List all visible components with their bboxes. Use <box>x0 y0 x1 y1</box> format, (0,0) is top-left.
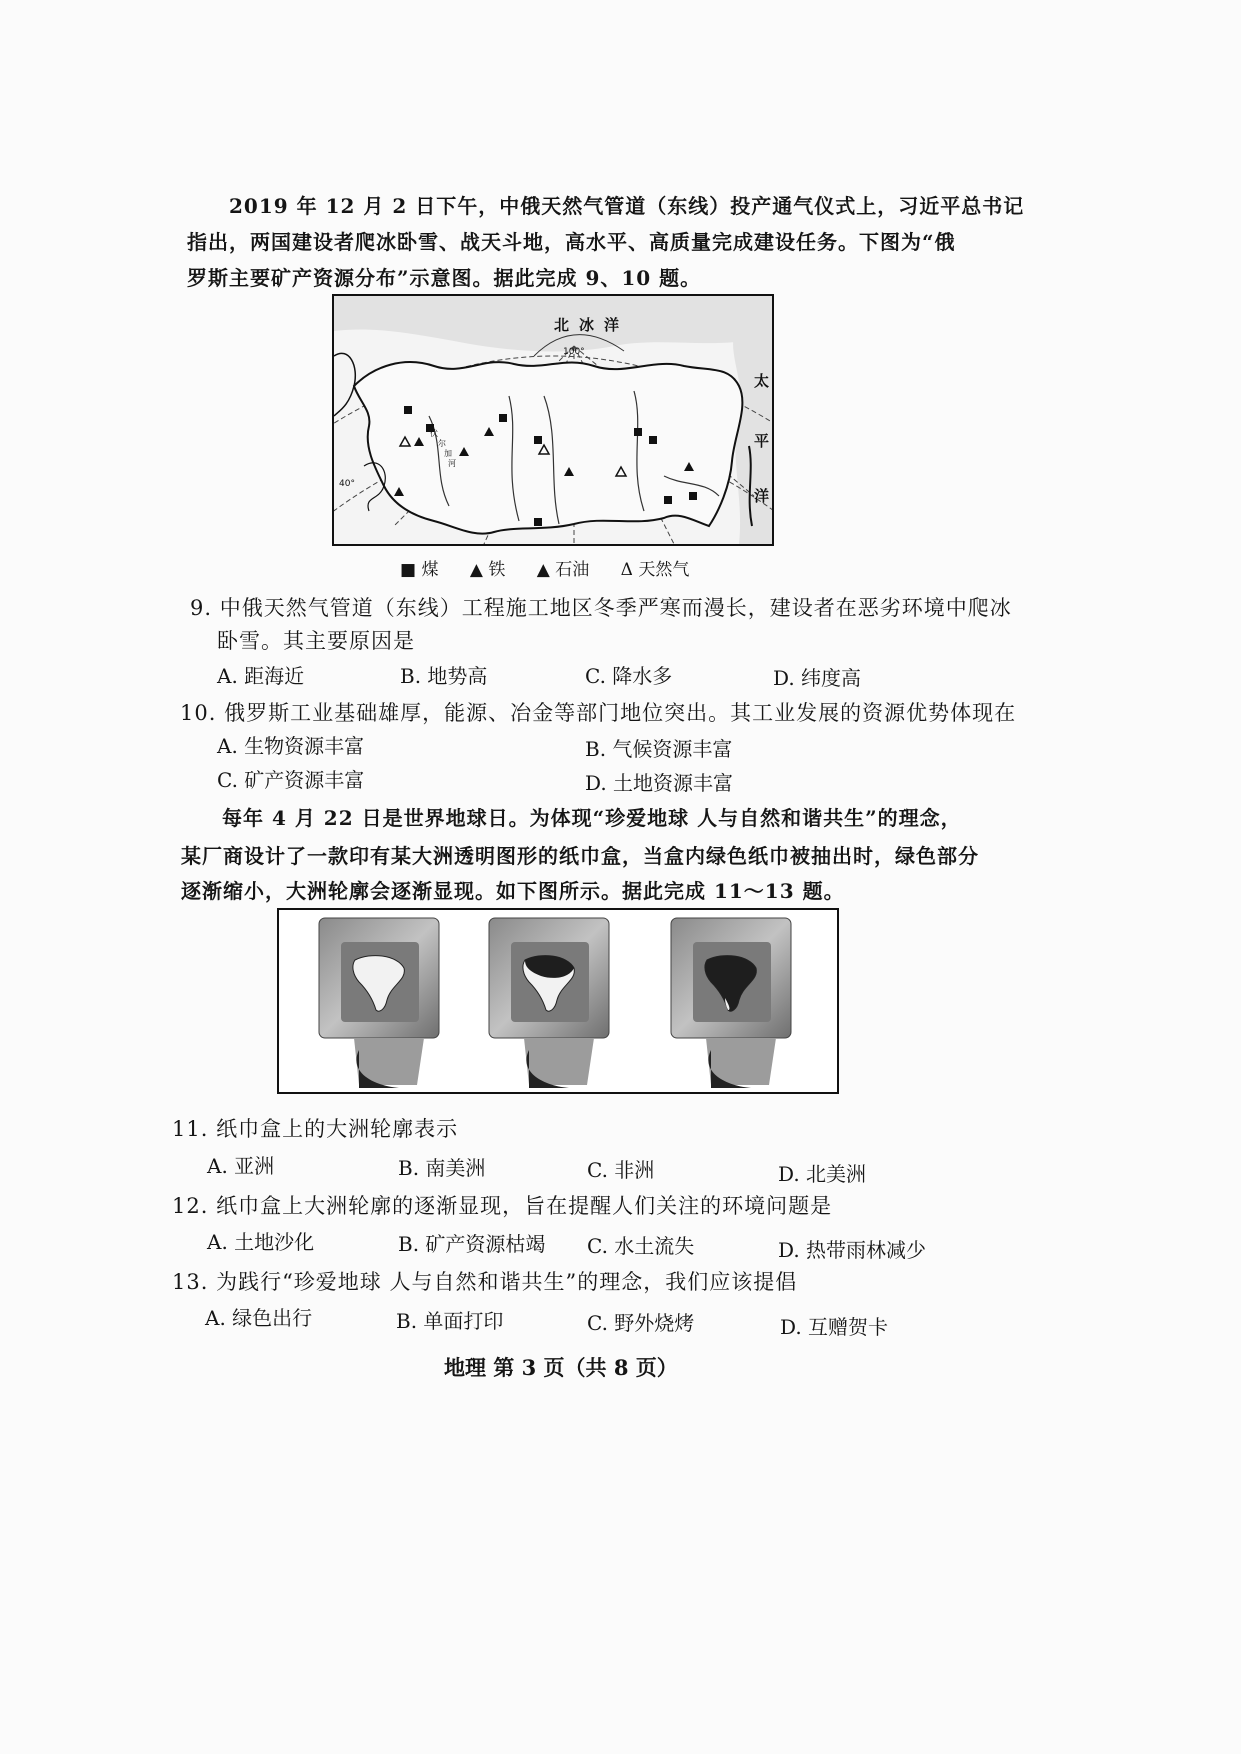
q9-option-b: B. 地势高 <box>400 664 488 688</box>
legend-coal: ■ 煤 <box>400 560 439 580</box>
volga-label-3: 加 <box>444 449 452 458</box>
legend-oil: ▲ 石油 <box>536 560 590 580</box>
degree-label: 100° <box>563 347 585 357</box>
q12-option-a: A. 土地沙化 <box>207 1230 315 1254</box>
tissue-box-drawing <box>279 910 837 1092</box>
lat-label: 40° <box>339 479 355 489</box>
q9-option-a: A. 距海近 <box>217 664 305 688</box>
q9-stem-line-1: 9. 中俄天然气管道（东线）工程施工地区冬季严寒而漫长，建设者在恶劣环境中爬冰 <box>190 596 1012 620</box>
q9-option-c: C. 降水多 <box>585 664 673 688</box>
q11-option-c: C. 非洲 <box>587 1158 655 1182</box>
q10-option-a: A. 生物资源丰富 <box>217 734 365 758</box>
q13-option-b: B. 单面打印 <box>396 1309 504 1333</box>
map-drawing <box>334 296 772 544</box>
q10-option-c: C. 矿产资源丰富 <box>217 768 365 792</box>
q12-option-c: C. 水土流失 <box>587 1234 695 1258</box>
q9-stem-line-2: 卧雪。其主要原因是 <box>217 629 415 653</box>
volga-label-4: 河 <box>448 459 456 468</box>
intro2-line-1: 每年 4 月 22 日是世界地球日。为体现“珍爱地球 人与自然和谐共生”的理念， <box>222 806 962 830</box>
q10-stem: 10. 俄罗斯工业基础雄厚，能源、冶金等部门地位突出。其工业发展的资源优势体现在 <box>180 701 1017 725</box>
q10-option-b: B. 气候资源丰富 <box>585 737 733 761</box>
q13-option-c: C. 野外烧烤 <box>587 1311 695 1335</box>
legend-gas: Δ 天然气 <box>620 560 690 580</box>
q12-option-b: B. 矿产资源枯竭 <box>398 1232 546 1256</box>
map-legend <box>400 555 715 580</box>
q11-option-b: B. 南美洲 <box>398 1156 486 1180</box>
q13-stem: 13. 为践行“珍爱地球 人与自然和谐共生”的理念，我们应该提倡 <box>172 1270 798 1294</box>
page-footer: 地理 第 3 页（共 8 页） <box>444 1355 678 1380</box>
q9-option-d: D. 纬度高 <box>773 666 862 690</box>
russia-mineral-map <box>332 294 774 546</box>
pacific-label-1: 太 <box>754 372 770 390</box>
arctic-label-2: 冰 <box>579 316 595 334</box>
intro-line-2: 指出，两国建设者爬冰卧雪、战天斗地，高水平、高质量完成建设任务。下图为“俄 <box>187 230 956 254</box>
q12-option-d: D. 热带雨林减少 <box>778 1238 927 1262</box>
q10-option-d: D. 土地资源丰富 <box>585 771 734 795</box>
q13-option-d: D. 互赠贺卡 <box>780 1315 889 1339</box>
volga-label-1: 伏 <box>430 429 438 438</box>
intro-line-3: 罗斯主要矿产资源分布”示意图。据此完成 9、10 题。 <box>187 266 702 290</box>
q12-stem: 12. 纸巾盒上大洲轮廓的逐渐显现，旨在提醒人们关注的环境问题是 <box>172 1194 833 1218</box>
volga-label-2: 尔 <box>438 439 446 448</box>
arctic-label-3: 洋 <box>604 316 620 334</box>
q11-option-d: D. 北美洲 <box>778 1162 867 1186</box>
pacific-label-2: 平 <box>754 432 770 450</box>
legend-iron: ▲ 铁 <box>469 560 506 580</box>
q11-stem: 11. 纸巾盒上的大洲轮廓表示 <box>172 1117 459 1141</box>
intro2-line-3: 逐渐缩小，大洲轮廓会逐渐显现。如下图所示。据此完成 11～13 题。 <box>181 879 845 903</box>
pacific-label-3: 洋 <box>754 487 770 505</box>
arctic-label-1: 北 <box>554 316 570 334</box>
intro2-line-2: 某厂商设计了一款印有某大洲透明图形的纸巾盒，当盒内绿色纸巾被抽出时，绿色部分 <box>181 844 979 868</box>
q13-option-a: A. 绿色出行 <box>205 1306 313 1330</box>
tissue-box-figure <box>277 908 839 1094</box>
q11-option-a: A. 亚洲 <box>207 1154 275 1178</box>
intro-line-1: 2019 年 12 月 2 日下午，中俄天然气管道（东线）投产通气仪式上，习近平总书记 <box>229 194 1025 218</box>
